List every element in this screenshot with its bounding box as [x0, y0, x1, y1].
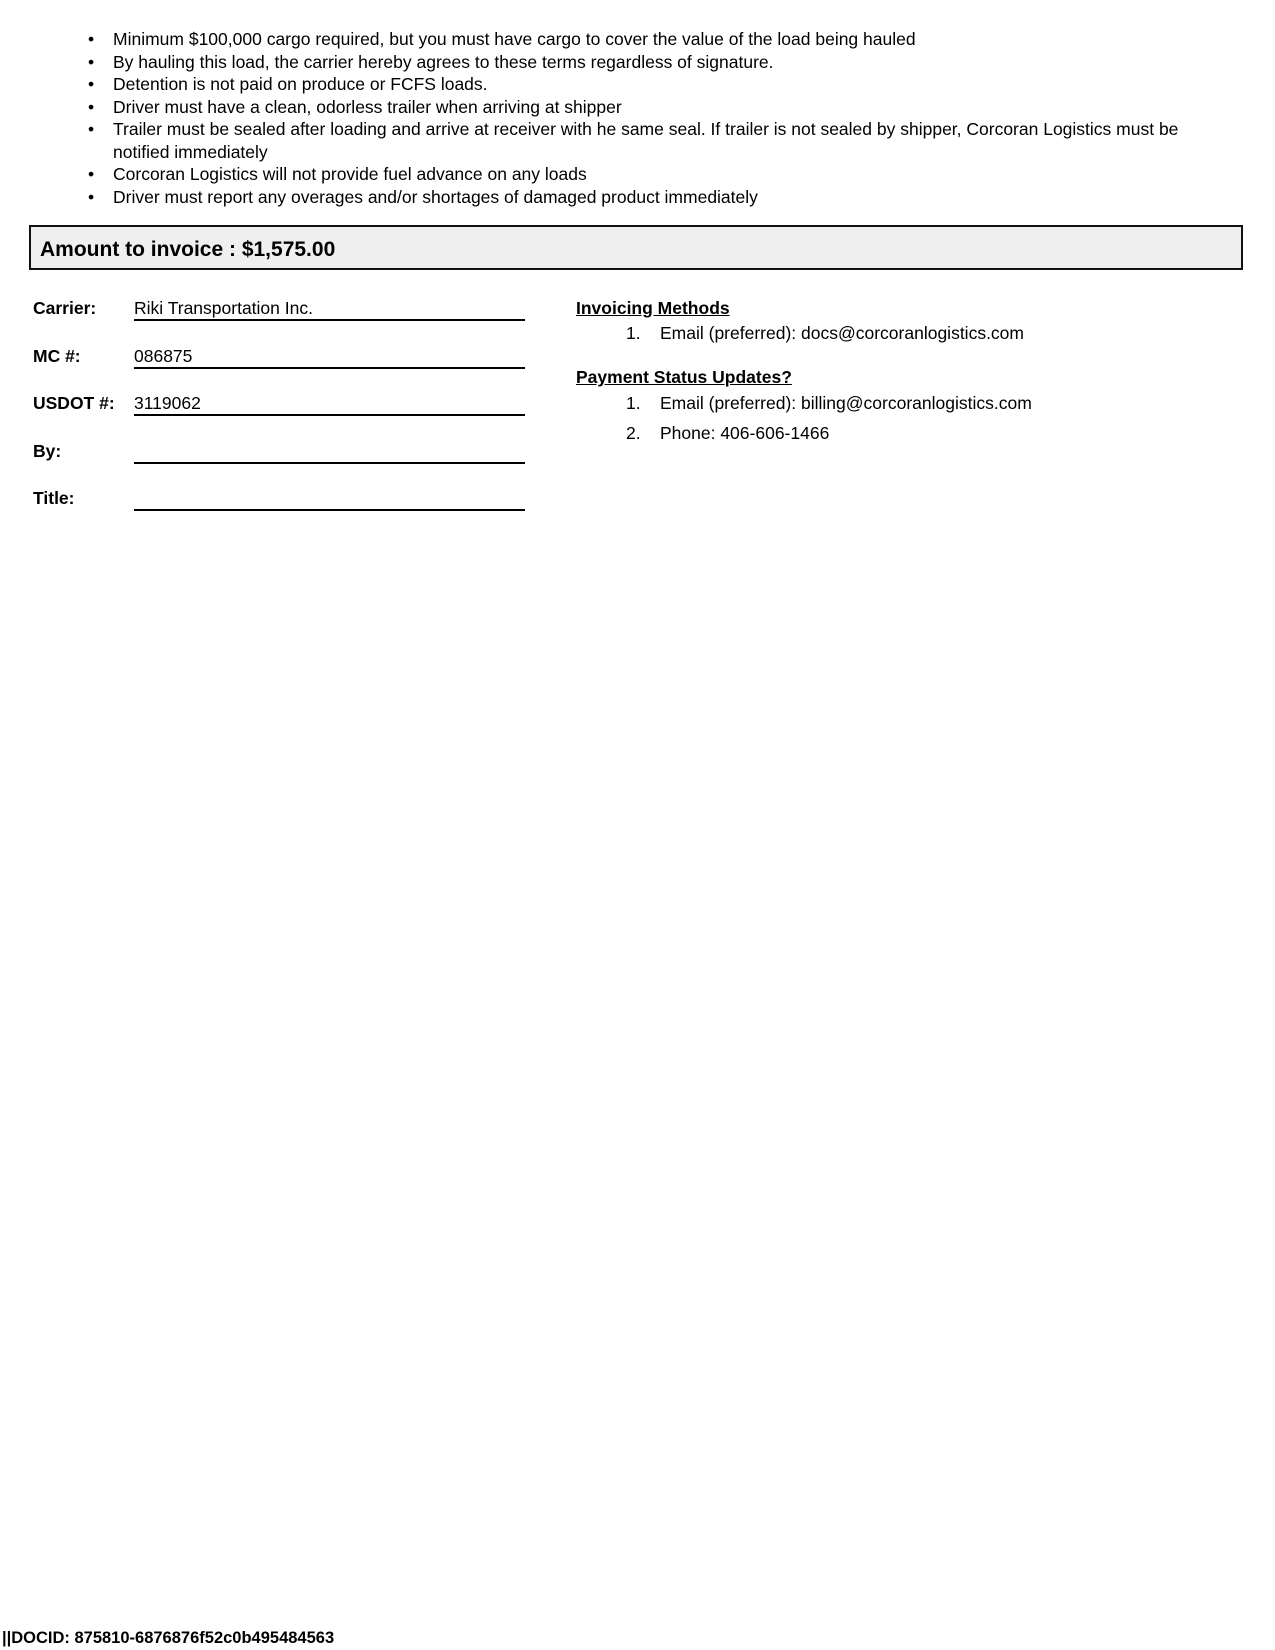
bullet-icon: •	[88, 74, 95, 94]
list-item	[0, 28, 1275, 51]
payment-status-heading: Payment Status Updates?	[576, 367, 792, 387]
term-text: By hauling this load, the carrier hereby agrees to these terms regardless of signature.	[113, 51, 774, 72]
list-item	[0, 118, 1275, 163]
list-item	[0, 186, 1275, 209]
by-field[interactable]	[134, 440, 525, 464]
payment-status-phone: Phone: 406-606-1466	[660, 423, 830, 443]
title-label: Title:	[33, 488, 75, 508]
document-id: ||DOCID: 875810-6876876f52c0b495484563	[2, 1629, 335, 1647]
bullet-icon: •	[88, 119, 95, 139]
term-text: Corcoran Logistics will not provide fuel advance on any loads	[113, 164, 587, 184]
list-item	[0, 163, 1275, 186]
term-text: Detention is not paid on produce or FCFS loads.	[113, 74, 488, 94]
term-text: Trailer must be sealed after loading and arrive at receiver with he same seal. If trailer is not sealed by shipper, Corcoran Logistics must be notified immediately	[113, 119, 1179, 162]
list-item-number: 1.	[626, 393, 641, 413]
list-item-number: 1.	[626, 323, 641, 343]
bullet-icon: •	[88, 186, 95, 207]
list-item-number: 2.	[626, 423, 641, 443]
by-label: By:	[33, 441, 62, 461]
term-text: Driver must report any overages and/or shortages of damaged product immediately	[113, 186, 758, 207]
carrier-label: Carrier:	[33, 298, 97, 318]
list-item	[0, 73, 1275, 96]
invoice-amount-box	[29, 225, 1243, 270]
usdot-field[interactable]: 3119062	[134, 392, 525, 416]
invoicing-methods-heading: Invoicing Methods	[576, 298, 730, 318]
list-item	[0, 96, 1275, 119]
title-field[interactable]	[134, 487, 525, 511]
list-item	[0, 51, 1275, 74]
bullet-icon: •	[88, 51, 95, 72]
payment-status-email: Email (preferred): billing@corcoranlogistics.com	[660, 393, 1032, 413]
mc-field[interactable]: 086875	[134, 345, 525, 369]
term-text: Minimum $100,000 cargo required, but you must have cargo to cover the value of the load being hauled	[113, 29, 916, 49]
usdot-label: USDOT #:	[33, 393, 115, 413]
invoicing-email: Email (preferred): docs@corcoranlogistics.com	[660, 323, 1024, 343]
carrier-field[interactable]: Riki Transportation Inc.	[134, 297, 525, 321]
bullet-icon: •	[88, 96, 95, 117]
mc-label: MC #:	[33, 346, 81, 366]
terms-list	[0, 28, 1275, 208]
invoice-amount: Amount to invoice : $1,575.00	[40, 238, 336, 261]
term-text: Driver must have a clean, odorless trailer when arriving at shipper	[113, 96, 622, 117]
bullet-icon: •	[88, 29, 95, 49]
bullet-icon: •	[88, 164, 95, 184]
